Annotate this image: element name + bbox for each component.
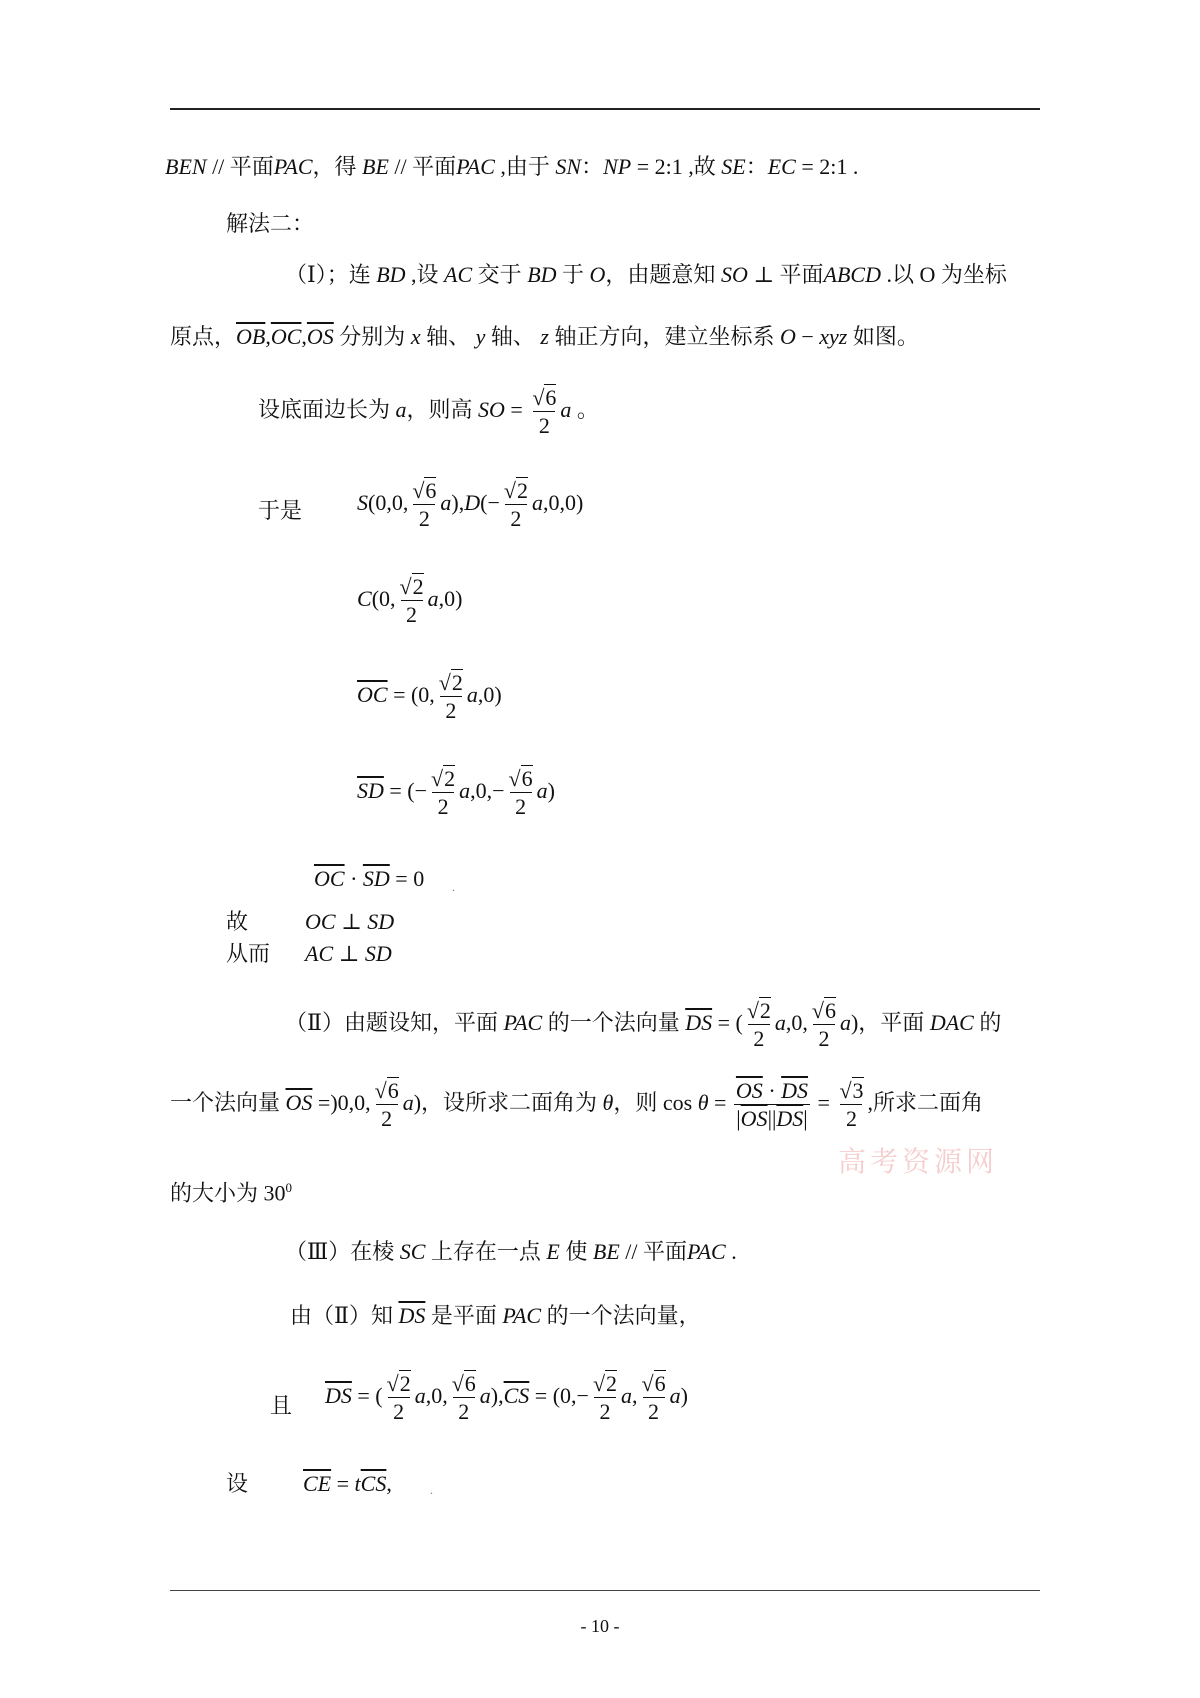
vector-SD: $\overline{SD}$ = (− $\frac{√2}{2}$ a,0,− $\frac{√6}{2}$ a) — [357, 766, 555, 819]
stray-dot-2: . — [430, 1483, 433, 1497]
dot-product-line: $\overline{OC} \cdot \overline{SD} = 0$ — [314, 866, 425, 891]
part2-line-c: 的大小为 $30^0$ — [170, 1180, 293, 1206]
stray-dot-1: . — [452, 880, 455, 894]
point-S-D: S(0,0, $\frac{√6}{2}$ a),D(− $\frac{√2}{2}$ a,0,0) — [357, 478, 584, 531]
side-length-line: 设底面边长为 a，则高 SO = $\frac{√6}{2}$ a 。 — [258, 385, 599, 438]
part1-line-a: （Ⅰ）；连 BD ,设 AC 交于 BD 于 O，由题意知 SO ⊥ 平面ABCD .以 O 为坐标 — [285, 262, 1007, 287]
congr-label: 从而 — [226, 941, 271, 966]
text-line-1: BEN // 平面PAC，得 BE // 平面PAC ,由于 SN：NP = 2:1 ,故 SE：EC = 2:1 . — [165, 154, 859, 179]
she-label: 设 — [226, 1471, 249, 1496]
gu-expr: OC ⊥ SD — [305, 909, 395, 934]
gu-label: 故 — [226, 909, 249, 934]
vector-OC: $\overline{OC} = (0$, $\frac{√2}{2}$ a,0) — [357, 670, 502, 723]
part2-line-a: （Ⅱ）由题设知，平面 PAC 的一个法向量 $\overline{DS}$ = ( $\frac{√2}{2}$ a,0, $\frac{√6}{2}$ a)，平面 DAC 的 — [285, 998, 1002, 1051]
vectors-DS-CS: $\overline{DS}$ = ( $\frac{√2}{2}$ a,0, $\frac{√6}{2}$ $a),\overline{CS} = (0,-$ $\frac{√2}{2}$ a, $\frac{√6}{2}$ a) — [325, 1371, 688, 1424]
footer-rule — [170, 1590, 1040, 1591]
part2-line-b: 一个法向量 $\overline{OS} =)0,0$, $\frac{√6}{2}$ a)，设所求二面角为 θ，则 cos θ = $\frac{\overline{OS} \cdot \overline{DS}}{|\overline{OS}||\overline{DS}|}$ = $\frac{√3}{2}$ ,所求二面角 — [170, 1078, 984, 1131]
yushi-label: 于是 — [258, 498, 303, 523]
point-C: C(0, $\frac{√2}{2}$ a,0) — [357, 574, 463, 627]
qie-label: 且 — [270, 1393, 293, 1418]
page-number: - 10 - — [580, 1616, 620, 1636]
watermark: 高考资源网 — [838, 1145, 999, 1178]
congr-expr: AC ⊥ SD — [305, 941, 392, 966]
she-expr: $\overline{CE} = t\overline{CS}$, — [303, 1471, 392, 1496]
part3-line-b: 由（Ⅱ）知 $\overline{DS}$ 是平面 PAC 的一个法向量， — [290, 1303, 701, 1328]
method-2-label: 解法二： — [226, 211, 315, 236]
part1-line-b: 原点，$\overline{OB},\overline{OC},\overline{OS}$ 分别为 x 轴、 y 轴、 z 轴正方向，建立坐标系 O − xyz 如图。 — [170, 324, 919, 349]
part3-line-a: （Ⅲ）在棱 SC 上存在一点 E 使 BE // 平面PAC . — [285, 1239, 737, 1264]
header-rule — [170, 108, 1040, 110]
